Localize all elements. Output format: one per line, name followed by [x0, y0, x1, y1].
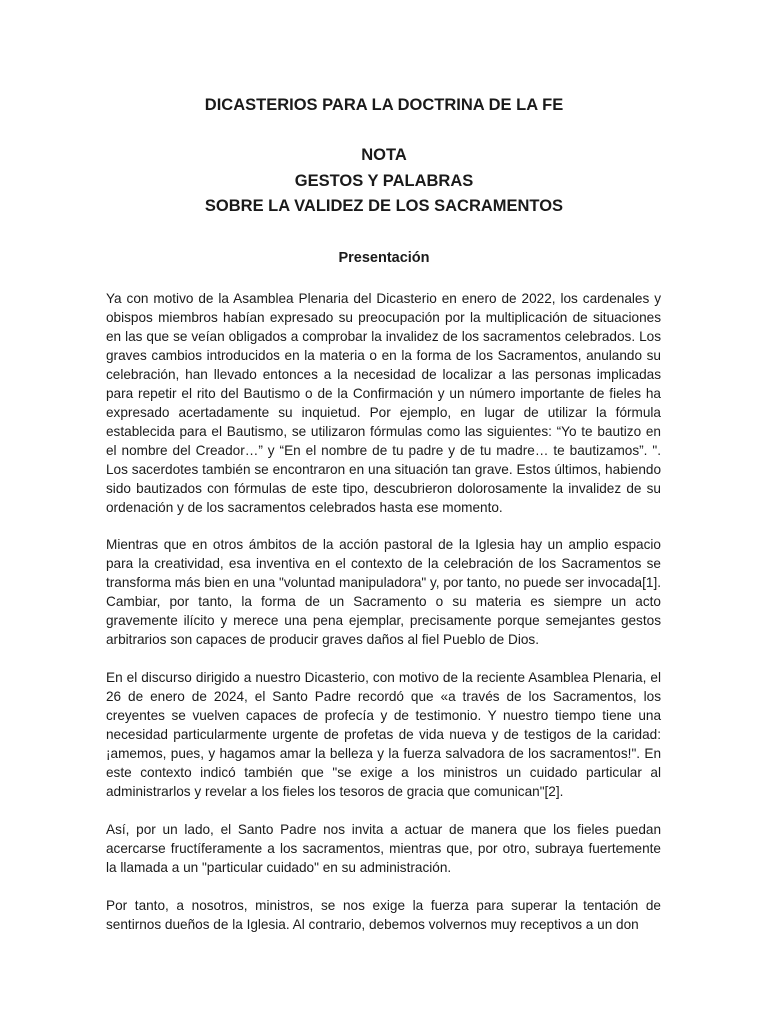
document-title-line-2: SOBRE LA VALIDEZ DE LOS SACRAMENTOS [204, 197, 564, 215]
paragraph-2: Mientras que en otros ámbitos de la acción pastoral de la Iglesia hay un amplio espacio para la creatividad, esa inventiva en el contexto de la celebración de los Sacramentos se transforma más bien en una "voluntad manipuladora" y, por tanto, no puede ser invocada[1]. Cambiar, por tanto, la forma de un Sacramento o su materia es siempre un acto gravemente ilícito y merece una pena ejemplar, precisamente porque semejantes gestos arbitrarios son capaces de producir graves daños al fiel Pueblo de Dios. [106, 537, 662, 647]
paragraph-5: Por tanto, a nosotros, ministros, se nos exige la fuerza para superar la tentación de sentirnos dueños de la Iglesia. Al contrario, debemos volvernos muy receptivos a un don [106, 898, 661, 932]
issuer-heading: DICASTERIOS PARA LA DOCTRINA DE LA FE [204, 96, 564, 114]
paragraph-1: Ya con motivo de la Asamblea Plenaria del Dicasterio en enero de 2022, los cardenales y obispos miembros habían expresado su preocupación por la multiplicación de situaciones en las que se veían obligados a comprobar la invalidez de los sacramentos celebrados. Los graves cambios introducidos en la materia o en la forma de los Sacramentos, anulando su celebración, han llevado entonces a la necesidad de localizar a las personas implicadas para repetir el rito del Bautismo o de la Confirmación y un número importante de fieles ha expresado acertadamente su inquietud. Por ejemplo, en lugar de utilizar la fórmula establecida para el Bautismo, se utilizaron fórmulas como las siguientes: “Yo te bautizo en el nombre del Creador…” y “En el nombre de tu padre y de tu madre… te bautizamos”. ". Los sacerdotes también se encontraron en una situación tan grave. Estos últimos, habiendo sido bautizados con fórmulas de este tipo, descubrieron dolorosamente la invalidez de su ordenación y de los sacramentos celebrados hasta ese momento. [106, 291, 661, 515]
section-heading-presentacion: Presentación [338, 250, 430, 266]
paragraph-3: En el discurso dirigido a nuestro Dicasterio, con motivo de la reciente Asamblea Plenaria, el 26 de enero de 2024, el Santo Padre recordó que «a través de los Sacramentos, los creyentes se vuelven capaces de profecía y de testimonio. Y nuestro tiempo tiene una necesidad particularmente urgente de profetas de vida nueva y de testigos de la caridad: ¡amemos, pues, y hagamos amar la belleza y la fuerza salvadora de los sacramentos!". En este contexto indicó también que "se exige a los ministros un cuidado particular al administrarlos y revelar a los fieles los tesoros de gracia que comunican"[2]. [106, 670, 661, 799]
document-type-heading: NOTA [361, 146, 407, 164]
document-title-line-1: GESTOS Y PALABRAS [294, 172, 474, 190]
paragraph-4: Así, por un lado, el Santo Padre nos invita a actuar de manera que los fieles puedan acercarse fructíferamente a los sacramentos, mientras que, por otro, subraya fuertemente la llamada a un "particular cuidado" en su administración. [106, 822, 661, 875]
